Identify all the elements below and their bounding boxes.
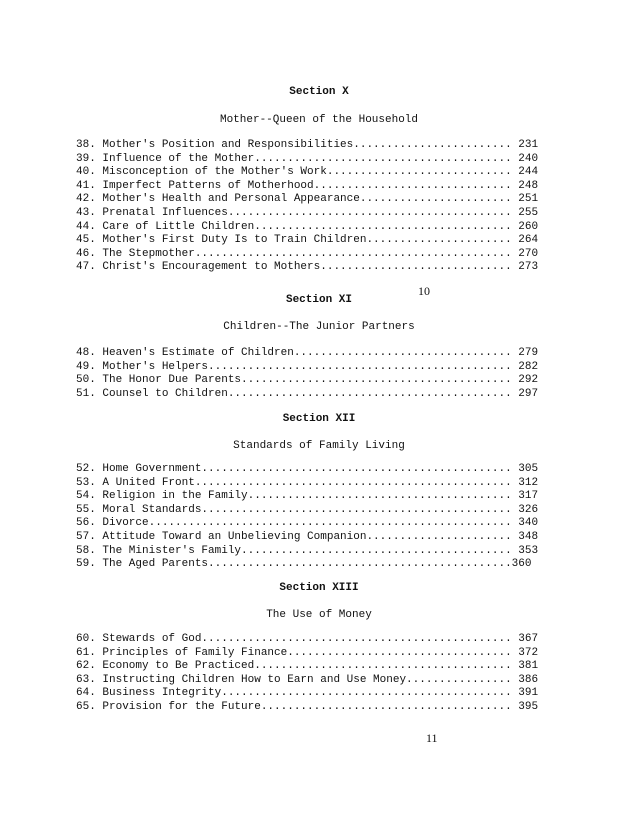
toc-entry: 53. A United Front................................................ 312	[76, 476, 539, 489]
toc-entry: 47. Christ's Encouragement to Mothers............................. 273	[76, 261, 539, 274]
page-number: 11	[426, 731, 438, 745]
toc-entry: 45. Mother's First Duty Is to Train Children...................... 264	[76, 234, 539, 247]
toc-list	[76, 139, 566, 275]
toc-entry: 39. Influence of the Mother....................................... 240	[76, 152, 539, 165]
section-heading: Section XIII	[279, 582, 359, 594]
section-heading: Section XII	[282, 413, 356, 425]
toc-list	[76, 633, 566, 715]
section-heading: Section XI	[285, 294, 352, 306]
toc-entry: 64. Business Integrity............................................ 391	[76, 687, 539, 700]
toc-list	[76, 463, 566, 572]
toc-entry: 58. The Minister's Family......................................... 353	[76, 544, 539, 557]
section-heading: Section X	[289, 86, 349, 98]
toc-entry: 42. Mother's Health and Personal Appearance....................... 251	[76, 193, 539, 206]
toc-entry: 38. Mother's Position and Responsibilities........................ 231	[76, 139, 539, 151]
toc-entry: 50. The Honor Due Parents......................................... 292	[76, 374, 539, 387]
toc-entry: 65. Provision for the Future...................................... 395	[76, 700, 539, 713]
toc-entry: 44. Care of Little Children....................................... 260	[76, 220, 539, 233]
toc-entry: 60. Stewards of God............................................... 367	[76, 633, 539, 645]
toc-entry: 41. Imperfect Patterns of Motherhood.............................. 248	[76, 179, 539, 192]
toc-list	[76, 347, 566, 401]
toc-entry: 48. Heaven's Estimate of Children................................. 279	[76, 347, 539, 359]
toc-entry: 59. The Aged Parents..............................................360	[76, 558, 532, 571]
toc-entry: 55. Moral Standards............................................... 326	[76, 503, 539, 516]
toc-entry: 49. Mother's Helpers.............................................. 282	[76, 360, 539, 373]
toc-entry: 43. Prenatal Influences........................................... 255	[76, 206, 539, 219]
toc-entry: 56. Divorce....................................................... 340	[76, 517, 539, 530]
section-subtitle: Standards of Family Living	[233, 440, 405, 452]
toc-entry: 46. The Stepmother................................................ 270	[76, 247, 539, 260]
page-number: 10	[418, 284, 430, 298]
toc-entry: 63. Instructing Children How to Earn and Use Money................ 386	[76, 673, 539, 686]
toc-entry: 51. Counsel to Children........................................... 297	[76, 387, 539, 400]
section-subtitle: The Use of Money	[266, 609, 372, 621]
section-subtitle: Mother--Queen of the Household	[219, 114, 419, 126]
section-subtitle: Children--The Junior Partners	[223, 321, 415, 333]
toc-entry: 57. Attitude Toward an Unbelieving Companion...................... 348	[76, 530, 539, 543]
toc-entry: 52. Home Government............................................... 305	[76, 463, 539, 475]
toc-entry: 62. Economy to Be Practiced....................................... 381	[76, 660, 539, 673]
toc-entry: 61. Principles of Family Finance.................................. 372	[76, 646, 539, 659]
toc-entry: 40. Misconception of the Mother's Work............................ 244	[76, 166, 539, 179]
toc-entry: 54. Religion in the Family........................................ 317	[76, 490, 539, 503]
